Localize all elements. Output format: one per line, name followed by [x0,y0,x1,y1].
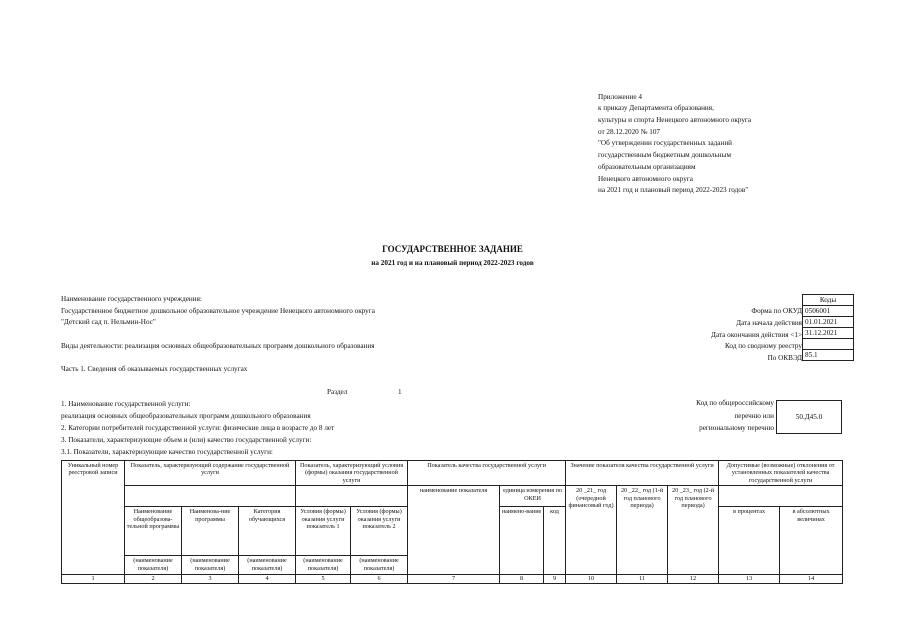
consumer-category: 2. Категории потребителей государственной услуги: физические лица в возрасте до 8 лет [61,424,335,432]
service-name: реализация основных общеобразовательных программ дошкольного образования [61,412,311,420]
start-date-label: Дата начала действия [736,319,802,327]
column-number: 9 [544,575,566,584]
registry-label-2: перечню или [734,412,774,420]
document-subtitle: на 2021 год и на плановый период 2022-2023 годов [371,259,534,267]
registry-code-box [776,400,842,434]
naming-note: (наименование показателя) [296,556,351,575]
activity-type: Виды деятельности: реализация основных общеобразовательных программ дошкольного образования [61,342,375,350]
h-okei: единица измерения по ОКЕИ [500,486,566,507]
annex-line: "Об утверждении государственных заданий [598,139,733,147]
naming-note: (наименование показателя) [125,556,182,575]
annex-line: культуры и спорта Ненецкого автономного округа [598,116,752,124]
annex-line: от 28.12.2020 № 107 [598,128,661,136]
registry-label-3: региональному перечню [699,424,774,432]
start-date-value: 01.01.2021 [803,317,854,328]
column-number: 5 [296,575,351,584]
registry-code: 50.Д45.0 [795,413,823,421]
h-condition-1: Условия (формы) оказания услуги показатель 1 [296,507,351,556]
column-number: 3 [182,575,239,584]
okud-value: 0506001 [803,306,854,317]
naming-note: (наименование показателя) [182,556,239,575]
institution-name: Государственное бюджетное дошкольное образовательное учреждение Ненецкого автономного округа [61,307,375,315]
institution-name-2: "Детский сад п. Нельмин-Нос" [61,318,156,326]
codes-table [802,294,854,361]
h-condition-2: Условия (формы) оказания услуги показатель 2 [351,507,408,556]
h-percent: в процентах [719,507,780,575]
registry-label-1: Код по общероссийскому [696,399,774,407]
h-year-1: 20 _21_ год (очередной финансовый год) [566,486,617,575]
h-year-2: 20 _22_ год (1-й год планового периода) [617,486,668,575]
service-name-label: 1. Наименование государственной услуги: [61,400,191,408]
annex-line: Приложение 4 [598,93,642,101]
h-student-category: Категория обучающихся [239,507,296,556]
okved-value: 85.1 [803,350,854,361]
column-number: 10 [566,575,617,584]
column-number: 12 [668,575,719,584]
annex-line: государственным бюджетным дошкольным [598,151,731,159]
column-number: 11 [617,575,668,584]
column-number: 14 [780,575,843,584]
okud-label: Форма по ОКУД [751,307,802,315]
h-year-3: 20 _23_ год (2-й год планового периода) [668,486,719,575]
document-title: ГОСУДАРСТВЕННОЕ ЗАДАНИЕ [382,244,523,254]
column-number: 7 [408,575,500,584]
quality-table [61,460,843,584]
column-number: 6 [351,575,408,584]
h-content: Показатель, характеризующий содержание государственной услуги [125,461,296,486]
annex-line: Ненецкого автономного округа [598,175,693,183]
column-number: 4 [239,575,296,584]
h-unique: Уникальный номер реестровой записи [62,461,125,575]
institution-label: Наименование государственного учреждения: [61,295,202,303]
h-conditions: Показатель, характеризующий условия (формы) оказания государственной услуги [296,461,408,486]
h-deviation: Допустимые (возможные) отклонения от установленных показателей качества государственной услуги [719,461,843,486]
h-unit-name: наимено-вание [500,507,544,575]
okved-label: По ОКВЭД [767,354,802,362]
part-heading: Часть 1. Сведения об оказываемых государственных услугах [61,365,248,373]
h-program-type: Наименование общеобразова-тельной программы [125,507,182,556]
h-absolute: в абсолютных величинах [780,507,843,575]
annex-line: образовательным организациям [598,163,696,171]
codes-header: Коды [803,295,854,306]
naming-note: (наименование показателя) [351,556,408,575]
column-number: 13 [719,575,780,584]
column-number: 1 [62,575,125,584]
registry-code-label: Код по сводному реестру [725,342,802,350]
h-unit-code: код [544,507,566,575]
naming-note: (наименование показателя) [239,556,296,575]
end-date-label: Дата окончания действия <1> [711,331,802,339]
registry-code-value [803,339,854,350]
section-number: 1 [398,388,402,396]
annex-line: к приказу Департамента образования, [598,104,714,112]
column-number: 2 [125,575,182,584]
quality-heading: 3.1. Показатели, характеризующие качество государственной услуги: [61,448,273,456]
end-date-value: 31.12.2021 [803,328,854,339]
h-values: Значение показателя качества государственной услуги [566,461,719,486]
column-number: 8 [500,575,544,584]
h-indicator-name: наименование показателя [408,486,500,575]
indicators-heading: 3. Показатели, характеризующие объем и (или) качество государственной услуги: [61,436,312,444]
h-quality: Показатель качества государственной услуги [408,461,566,486]
section-label: Раздел [327,388,348,396]
h-program-name: Наименова-ние программы [182,507,239,556]
annex-line: на 2021 год и плановый период 2022-2023 годов" [598,186,749,194]
